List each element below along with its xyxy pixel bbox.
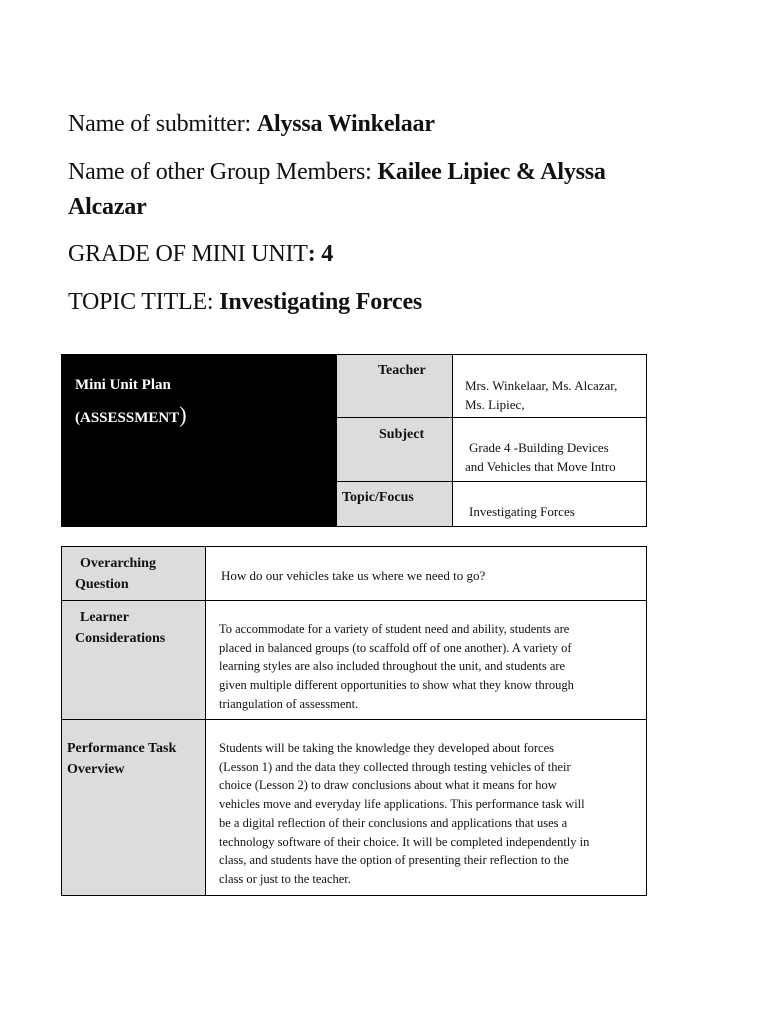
teacher-label: Teacher [378, 363, 426, 378]
plan-subtitle: (ASSESSMENT) [75, 402, 187, 427]
group-members-line [68, 155, 606, 189]
group-members-label: Name of other Group Members: [68, 159, 372, 185]
subject-value-1: Grade 4 -Building Devices [469, 440, 609, 455]
overarching-question-value: How do our vehicles take us where we need to go? [221, 568, 486, 583]
subject-value-2: and Vehicles that Move Intro [465, 459, 616, 474]
topic-focus-label: Topic/Focus [342, 490, 414, 505]
learner-considerations-label-2: Considerations [75, 631, 166, 646]
overview-label-column [61, 546, 205, 896]
grade-label: GRADE OF MINI UNIT [68, 241, 308, 267]
submitter-label: Name of submitter: [68, 111, 252, 137]
overarching-question-label-2: Question [75, 577, 129, 592]
plan-title: Mini Unit Plan [75, 377, 171, 393]
topic-title-label: TOPIC TITLE: [68, 289, 214, 315]
grade-value: : 4 [307, 241, 334, 267]
submitter-name: Alyssa Winkelaar [256, 111, 435, 137]
learner-considerations-label-1: Learner [80, 610, 129, 625]
performance-task-label-1: Performance Task [67, 741, 177, 756]
topic-focus-value: Investigating Forces [469, 504, 575, 519]
topic-title-line [68, 285, 422, 319]
teacher-value-2: Ms. Lipiec, [465, 397, 525, 412]
plan-title-cell [61, 354, 336, 527]
teacher-value-1: Mrs. Winkelaar, Ms. Alcazar, [465, 378, 618, 393]
topic-title-value: Investigating Forces [219, 289, 423, 315]
performance-task-label-2: Overview [67, 762, 125, 777]
submitter-line [68, 107, 435, 141]
overarching-question-label-1: Overarching [80, 556, 156, 571]
subject-label: Subject [379, 427, 425, 442]
learner-considerations-text: To accommodate for a variety of student need and ability, students are placed in balanced groups (to scaffold off of one another). A variety of learning styles are also included throughout the unit, and students are given multiple different opportunities to show what they know through triangulation of assessment. [219, 622, 574, 711]
performance-task-text: Students will be taking the knowledge they developed about forces (Lesson 1) and the data they collected through testing vehicles of their choice (Lesson 2) to draw conclusions about what it means for how vehicles move and everyday life applications. This performance task will be a digital reflection of their conclusions and applications that uses a technology software of their choice. It will be completed independently in class, and students have the option of presenting their reflection to the class or just to the teacher. [219, 741, 590, 886]
group-members-names-cont: Alcazar [68, 194, 147, 220]
grade-line [68, 237, 333, 271]
group-members-names: Kailee Lipiec & Alyssa [377, 159, 606, 185]
group-members-line-2 [68, 190, 147, 224]
